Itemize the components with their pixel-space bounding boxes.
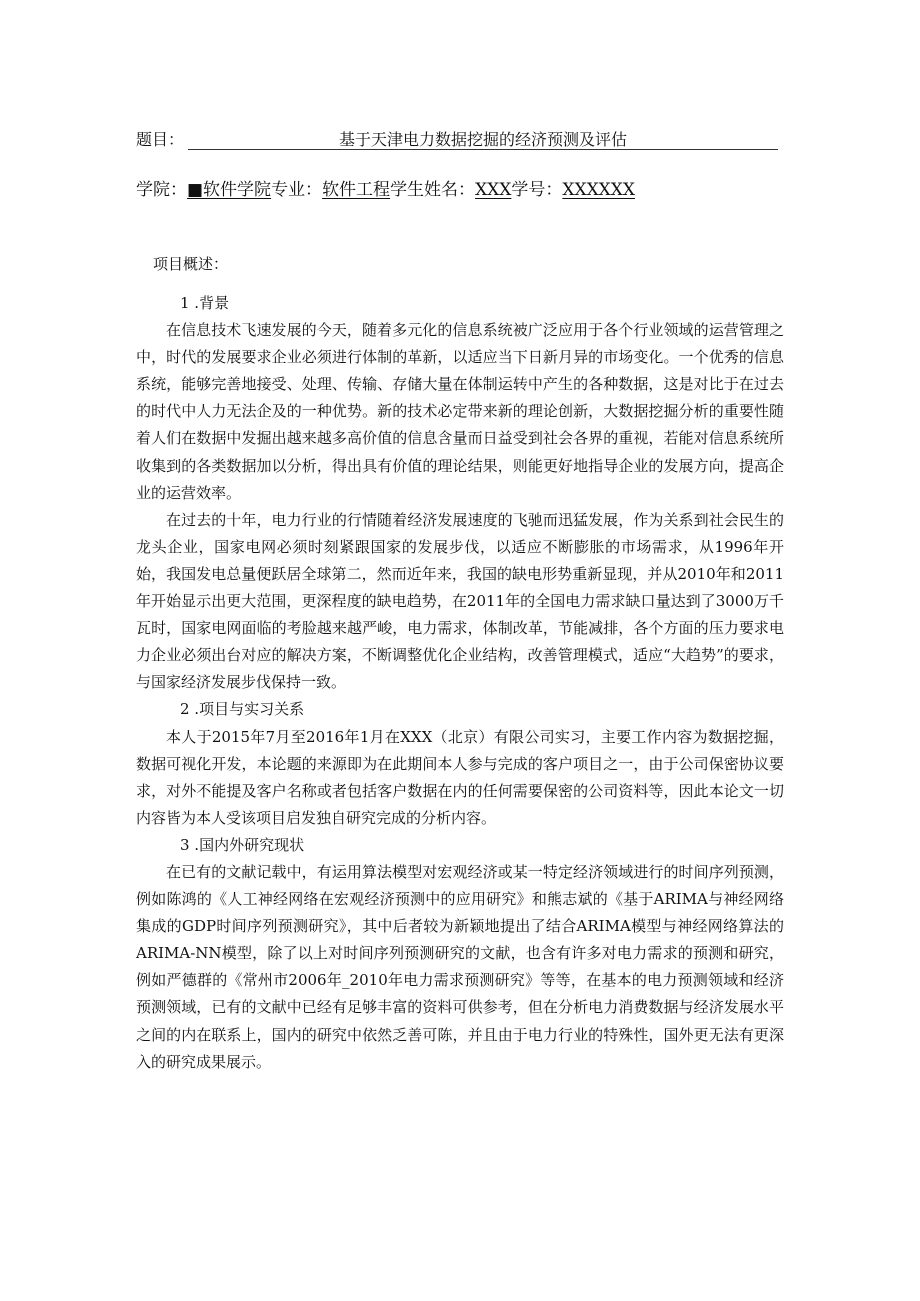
major-value: 软件工程 <box>322 180 391 200</box>
college-value: ■软件学院 <box>187 180 272 200</box>
overview-title: 项目概述： <box>153 255 229 273</box>
section-heading-research-status: 3 .国内外研究现状 <box>180 835 305 854</box>
section-heading-background: 1 .背景 <box>180 294 230 312</box>
major-label: 专业： <box>271 180 323 200</box>
paragraph-research-status: 在已有的文献记载中，有运用算法模型对宏观经济或某一特定经济领域进行的时间序列预测，例如陈鸿的《人工神经网络在宏观经济预测中的应用研究》和熊志斌的《基于ARIMA与神经网络集成的GDP时间序列预测研究》，其中后者较为新颖地提出了结合ARIMA模型与神经网络算法的ARIMA-NN模型，除了以上对时间序列预测研究的文献，也含有许多对电力需求的预测和研究，例如严德群的《常州市2006年_2010年电力需求预测研究》等等，在基本的电力预测领域和经济预测领域，已有的文献中已经有足够丰富的资料可供参考，但在分析电力消费数据与经济发展水平之间的内在联系上，国内的研究中依然乏善可陈，并且由于电力行业的特殊性，国外更无法有更深入的研究成果展示。 <box>136 862 784 1071</box>
student-name-label: 学生姓名： <box>390 180 476 200</box>
document-body <box>136 290 784 1076</box>
thesis-title-line <box>136 128 778 152</box>
title-label: 题目： <box>136 130 185 149</box>
paragraph-background-2: 在过去的十年，电力行业的行情随着经济发展速度的飞驰而迅猛发展，作为关系到社会民生的龙头企业，国家电网必须时刻紧跟国家的发展步伐，以适应不断膨胀的市场需求，从1996年开始，我国发电总量便跃居全球第二，然而近年来，我国的缺电形势重新显现，并从2010年和2011年开始显示出更大范围，更深程度的缺电趋势，在2011年的全国电力需求缺口量达到了3000万千瓦时，国家电网面临的考脸越来越严峻，电力需求，体制改革，节能减排，各个方面的压力要求电力企业必须出台对应的解决方案，不断调整优化企业结构，改善管理模式，适应“大趋势”的要求，与国家经济发展步伐保持一致。 <box>136 510 784 692</box>
college-label: 学院： <box>136 180 187 200</box>
paragraph-background-1: 在信息技术飞速发展的今天，随着多元化的信息系统被广泛应用于各个行业领域的运营管理之中，时代的发展要求企业必须进行体制的革新，以适应当下日新月异的市场变化。一个优秀的信息系统，能够完善地接受、处理、传输、存储大量在体制运转中产生的各种数据，这是对比于在过去的时代中人力无法企及的一种优势。新的技术必定带来新的理论创新，大数据挖掘分析的重要性随着人们在数据中发掘出越来越多高价值的信息含量而日益受到社会各界的重视，若能对信息系统所收集到的各类数据加以分析，得出具有价值的理论结果，则能更好地指导企业的发展方向，提高企业的运营效率。 <box>136 321 784 502</box>
student-id-value: XXXXXX <box>562 180 635 200</box>
section-heading-internship: 2 .项目与实习关系 <box>180 700 305 719</box>
student-name-value: XXX <box>475 180 512 200</box>
thesis-title: 基于天津电力数据挖掘的经济预测及评估 <box>338 130 627 149</box>
student-info-line <box>136 176 635 204</box>
student-id-label: 学号： <box>511 180 563 200</box>
paragraph-internship: 本人于2015年7月至2016年1月在XXX（北京）有限公司实习，主要工作内容为数据挖掘，数据可视化开发，本论题的来源即为在此期间本人参与完成的客户项目之一，由于公司保密协议要求，对外不能提及客户名称或者包括客户数据在内的任何需要保密的公司资料等，因此本论文一切内容皆为本人受该项目启发独自研究完成的分析内容。 <box>136 727 784 827</box>
